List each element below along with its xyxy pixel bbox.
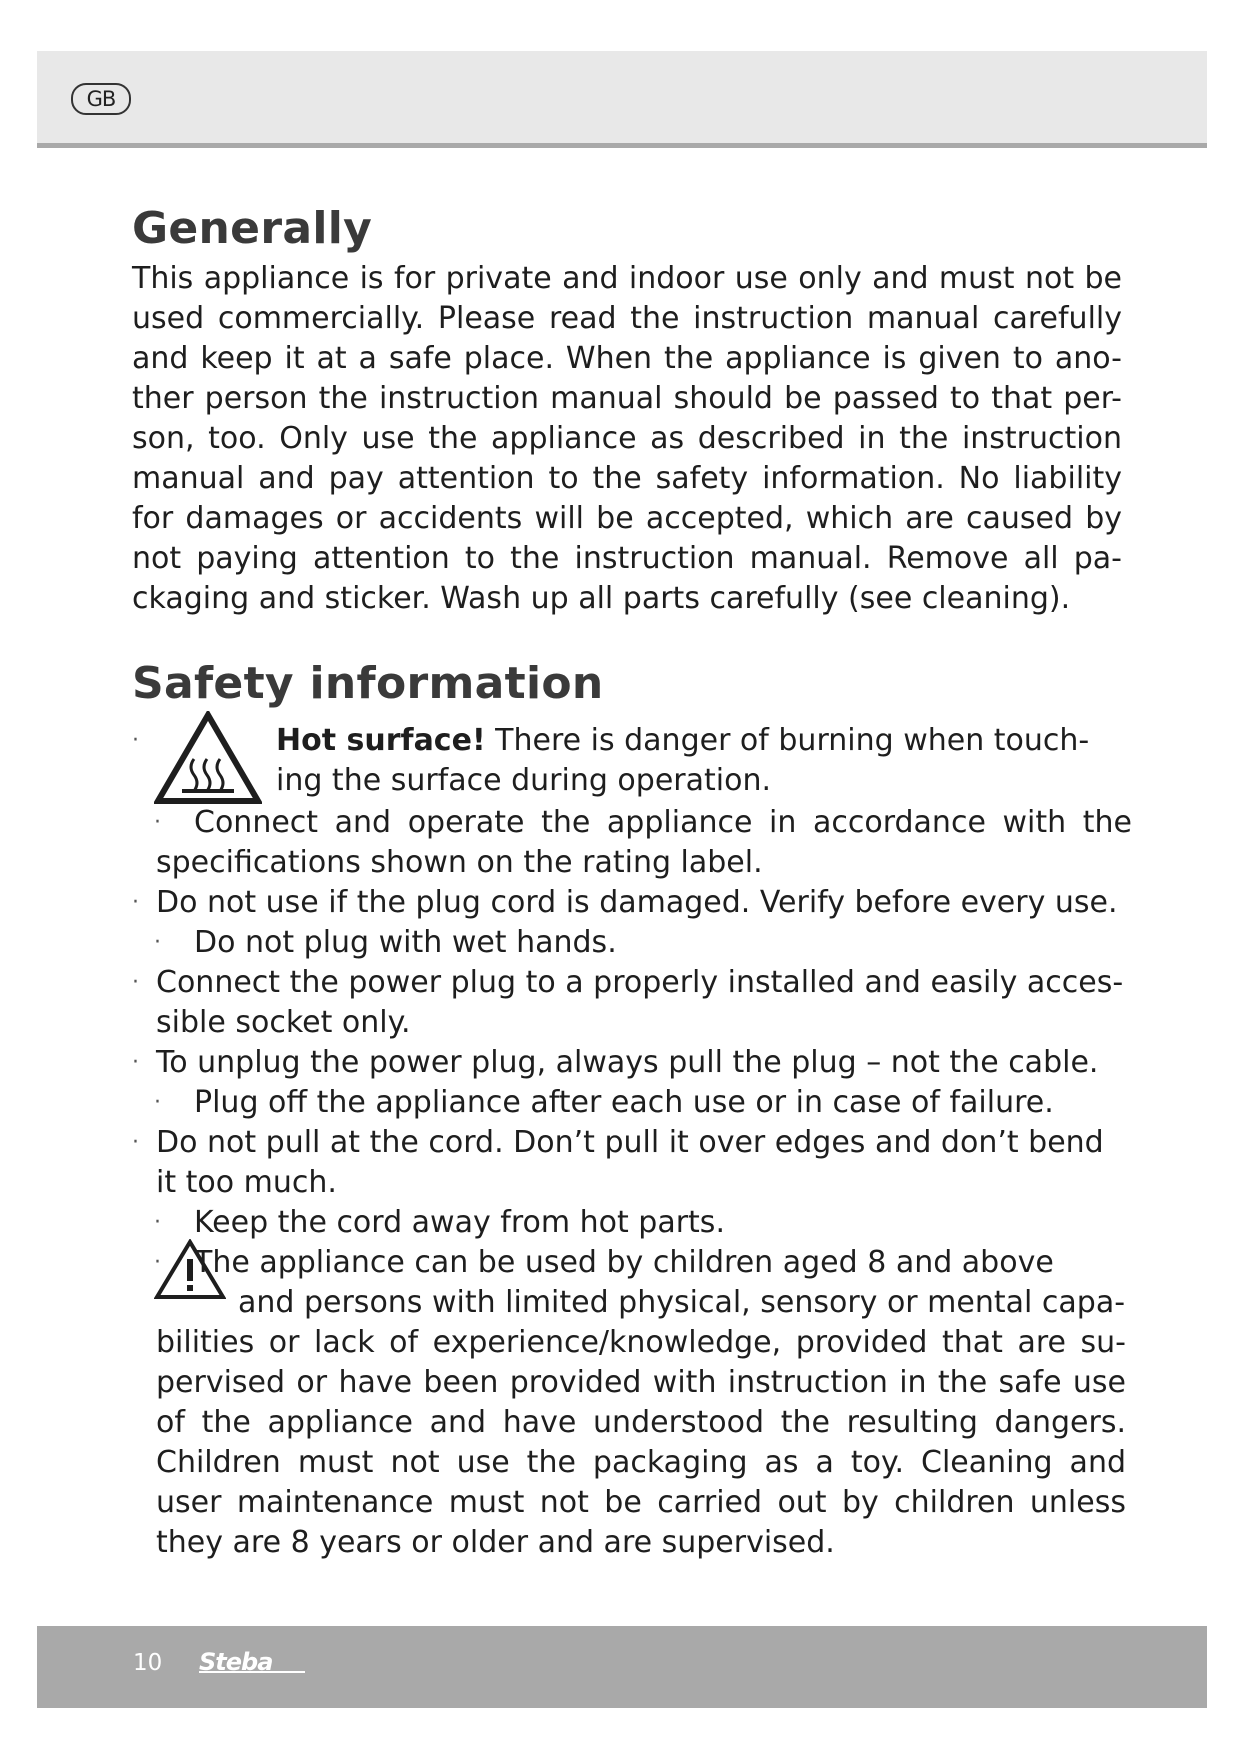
bullet: · (154, 1090, 161, 1115)
footer-bar (37, 1626, 1207, 1708)
steba-logo-icon (195, 1644, 319, 1684)
list-item-text: Do not use if the plug cord is damaged. Verify before every use. (156, 885, 1118, 920)
list-item-text: Do not plug with wet hands. (194, 925, 617, 960)
children-text-line2: and persons with limited physical, sensory or mental capa- (238, 1285, 1126, 1320)
svg-text:Steba: Steba (199, 1648, 273, 1676)
list-item-text: Connect the power plug to a properly installed and easily acces-sible socket only. (156, 965, 1124, 1040)
children-text-rest: bilities or lack of experience/knowledge, provided that are su-pervised or have been provided with instruction in the safe use of the appliance and have understood the resulting dangers. Children must not use the packaging as a toy. Cleaning and user maintenance must not be carried out by children unless they are 8 years or older and are supervised. (156, 1325, 1126, 1560)
bullet: · (132, 890, 139, 915)
header-bar (37, 51, 1207, 148)
list-item (132, 1083, 1132, 1123)
bullet: · (132, 1130, 139, 1155)
list-item-text: Do not pull at the cord. Don’t pull it over edges and don’t bend it too much. (156, 1125, 1104, 1200)
safety-heading: Safety information (132, 658, 604, 709)
list-item (132, 1043, 1132, 1083)
list-item (132, 1123, 1132, 1203)
safety-list (132, 721, 1132, 1563)
bullet: · (132, 1050, 139, 1075)
list-item-children (132, 1243, 1132, 1563)
hot-surface-label: Hot surface! (276, 723, 486, 758)
list-item-hot-surface (132, 721, 1132, 803)
bullet: · (132, 728, 139, 753)
hot-surface-description: There is danger of burning when touch-ing the surface during operation. (276, 723, 1090, 798)
list-item (132, 923, 1132, 963)
general-warning-icon (154, 1239, 226, 1301)
hot-surface-warning-icon (154, 711, 262, 807)
language-badge: GB (71, 83, 131, 115)
page-content (132, 196, 1132, 1563)
list-item (132, 803, 1132, 883)
list-item (132, 963, 1132, 1043)
page-number: 10 (133, 1650, 163, 1676)
bullet: · (154, 1250, 161, 1275)
list-item-text: Plug off the appliance after each use or in case of failure. (194, 1085, 1054, 1120)
list-item (132, 1203, 1132, 1243)
bullet: · (154, 810, 161, 835)
list-item-text: To unplug the power plug, always pull the plug – not the cable. (156, 1045, 1099, 1080)
bullet: · (154, 1210, 161, 1235)
list-item (132, 883, 1132, 923)
list-item-text: Connect and operate the appliance in accordance with the specifications shown on the rating label. (156, 805, 1132, 880)
hot-surface-text (276, 721, 1132, 801)
list-item-text: Keep the cord away from hot parts. (194, 1205, 725, 1240)
bullet: · (154, 930, 161, 955)
children-text-line1: The appliance can be used by children aged 8 and above (194, 1245, 1054, 1280)
generally-paragraph: This appliance is for private and indoor use only and must not be used commercially. Please read the instruction manual carefully and keep it at a safe place. When the appliance is given to ano-ther person the instruction manual should be passed to that per-son, too. Only use the appliance as described in the instruction manual and pay attention to the safety information. No liability for damages or accidents will be accepted, which are caused by not paying attention to the instruction manual. Remove all pa-ckaging and sticker. Wash up all parts carefully (see cleaning). (132, 261, 1122, 616)
bullet: · (132, 970, 139, 995)
generally-heading: Generally (132, 203, 373, 254)
